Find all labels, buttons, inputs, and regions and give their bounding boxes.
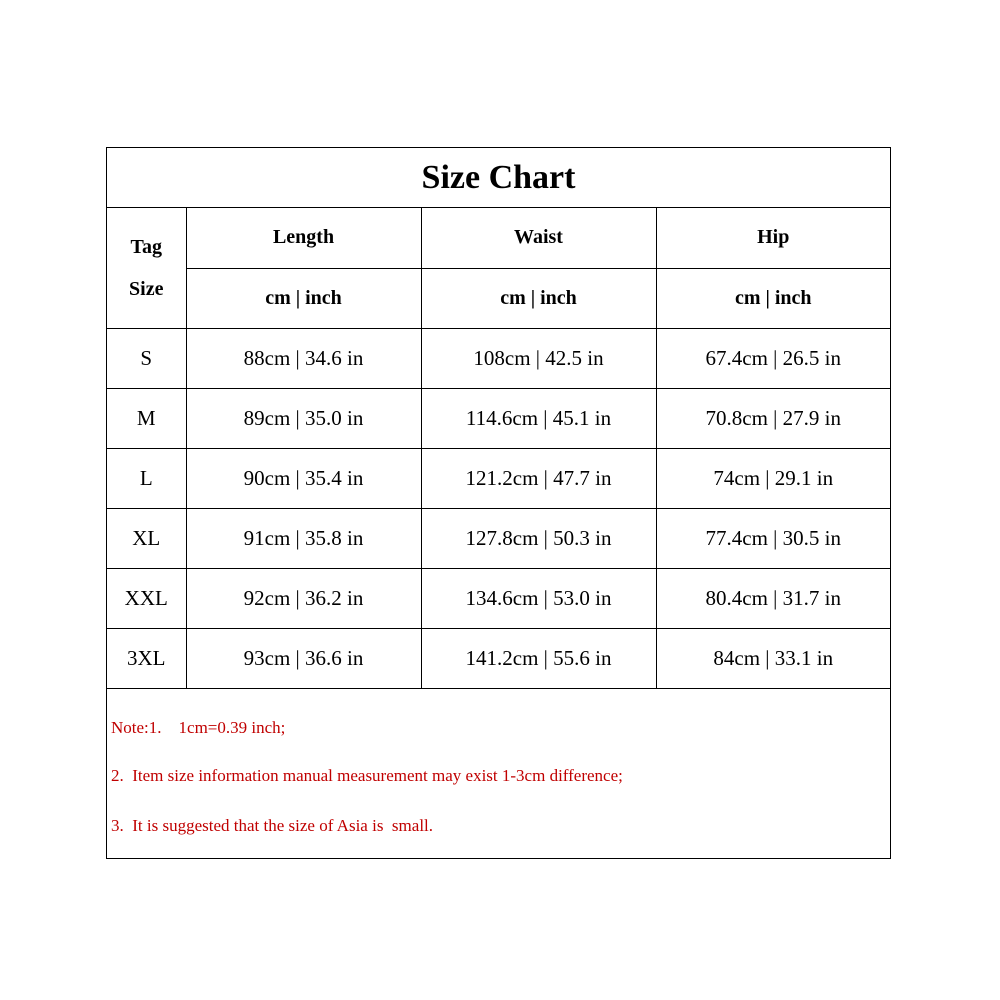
size-chart: [106, 147, 891, 859]
length-header: Length: [186, 208, 421, 268]
size-cell: 3XL: [107, 628, 186, 688]
hip-cell: 70.8cm | 27.9 in: [656, 388, 890, 448]
table-row: [107, 388, 890, 448]
length-cell: 88cm | 34.6 in: [186, 328, 421, 388]
hip-unit: cm | inch: [656, 268, 890, 328]
length-cell: 92cm | 36.2 in: [186, 568, 421, 628]
note-3: 3. It is suggested that the size of Asia is small.: [111, 816, 434, 835]
hip-cell: 67.4cm | 26.5 in: [656, 328, 890, 388]
hip-cell: 74cm | 29.1 in: [656, 448, 890, 508]
length-cell: 89cm | 35.0 in: [186, 388, 421, 448]
waist-cell: 121.2cm | 47.7 in: [421, 448, 656, 508]
tag-header-line2: Size: [129, 277, 164, 300]
table-row: [107, 508, 890, 568]
note-2: 2. Item size information manual measurement may exist 1-3cm difference;: [111, 766, 623, 785]
table-row: [107, 568, 890, 628]
table-row: [107, 328, 890, 388]
note-1: Note:1. 1cm=0.39 inch;: [111, 718, 286, 737]
notes-section: [107, 692, 890, 858]
size-cell: XXL: [107, 568, 186, 628]
hip-cell: 80.4cm | 31.7 in: [656, 568, 890, 628]
waist-header: Waist: [421, 208, 656, 268]
units-row: [107, 268, 890, 328]
waist-cell: 127.8cm | 50.3 in: [421, 508, 656, 568]
waist-cell: 114.6cm | 45.1 in: [421, 388, 656, 448]
header-row: [107, 208, 890, 268]
length-cell: 93cm | 36.6 in: [186, 628, 421, 688]
table-row: [107, 628, 890, 688]
hip-header: Hip: [656, 208, 890, 268]
waist-unit: cm | inch: [421, 268, 656, 328]
size-table: [107, 208, 890, 689]
hip-cell: 77.4cm | 30.5 in: [656, 508, 890, 568]
length-unit: cm | inch: [186, 268, 421, 328]
hip-cell: 84cm | 33.1 in: [656, 628, 890, 688]
tag-header-line1: Tag: [130, 235, 162, 258]
waist-cell: 108cm | 42.5 in: [421, 328, 656, 388]
table-row: [107, 448, 890, 508]
size-cell: S: [107, 328, 186, 388]
size-cell: L: [107, 448, 186, 508]
size-cell: XL: [107, 508, 186, 568]
waist-cell: 134.6cm | 53.0 in: [421, 568, 656, 628]
length-cell: 90cm | 35.4 in: [186, 448, 421, 508]
chart-title: Size Chart: [107, 148, 890, 208]
tag-size-header: [107, 208, 186, 328]
length-cell: 91cm | 35.8 in: [186, 508, 421, 568]
size-cell: M: [107, 388, 186, 448]
waist-cell: 141.2cm | 55.6 in: [421, 628, 656, 688]
